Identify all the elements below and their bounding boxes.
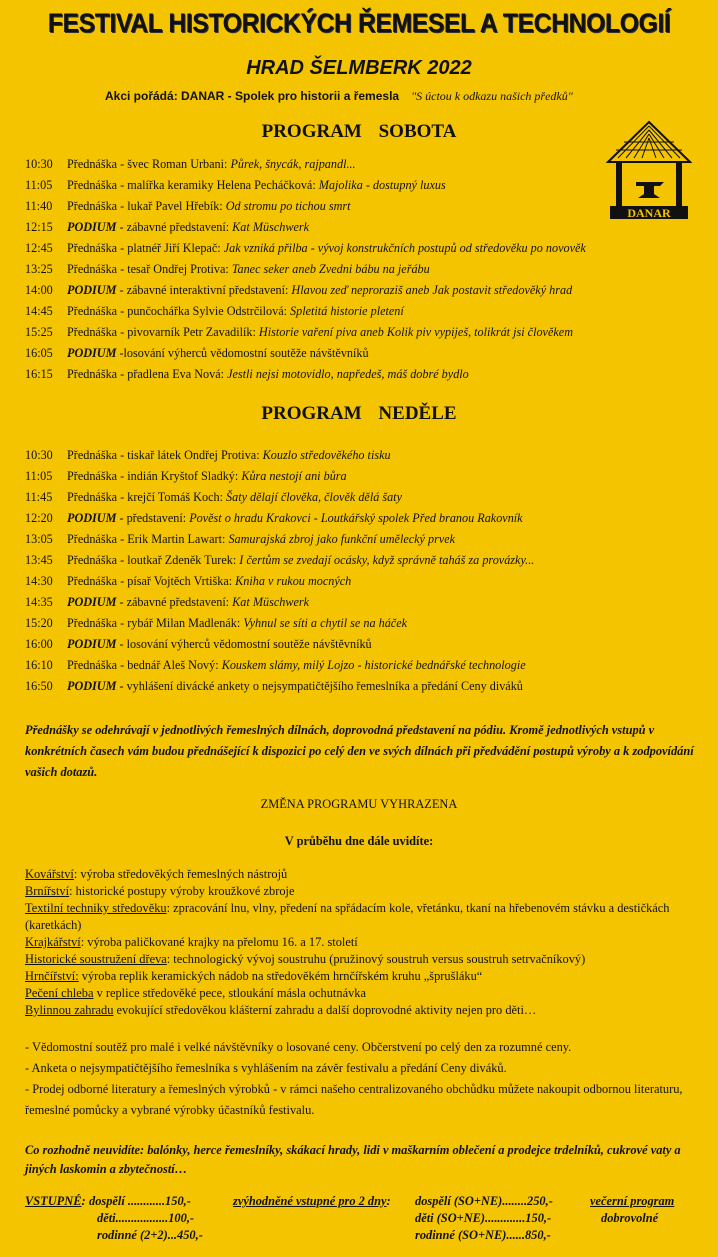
podium-label: PODIUM (67, 595, 117, 609)
schedule-speaker: Přednáška - loutkař Zdeněk Turek: (67, 553, 240, 567)
ticket-child: děti.................100,- (97, 1211, 195, 1225)
note-item: - Vědomostní soutěž pro malé i velké návštěvníky o losované ceny. Občerstvení po celý den za rozumné ceny. (25, 1040, 572, 1054)
ticket-twoday-child: děti (SO+NE).............150,- (415, 1211, 552, 1225)
podium-label: PODIUM (67, 511, 117, 525)
schedule-speaker: Přednáška - krejčí Tomáš Koch: (67, 490, 227, 504)
sunday-schedule (25, 445, 534, 697)
craft-name: Kovářství (25, 867, 74, 881)
schedule-time: 12:15 (25, 220, 53, 234)
schedule-time: 14:00 (25, 283, 53, 297)
schedule-time: 16:50 (25, 679, 53, 693)
schedule-time: 15:25 (25, 325, 53, 339)
schedule-speaker: - zábavné představení: (116, 595, 233, 609)
ticket-twoday-family: rodinné (SO+NE)......850,- (415, 1228, 551, 1242)
schedule-time: 10:30 (25, 157, 53, 171)
change-notice: ZMĚNA PROGRAMU VYHRAZENA (260, 797, 458, 811)
craft-item (25, 951, 695, 968)
schedule-title: Kat Müschwerk (232, 220, 310, 234)
schedule-title: Kouskem slámy, milý Lojzo - historické bednářské technologie (221, 658, 526, 672)
schedule-speaker: Přednáška - přadlena Eva Nová: (67, 367, 228, 381)
saturday-schedule (25, 154, 586, 385)
schedule-time: 12:20 (25, 511, 53, 525)
sunday-heading: PROGRAM NEDĚLE (261, 403, 457, 424)
schedule-speaker: Přednáška - platnéř Jiří Klepač: (67, 241, 224, 255)
schedule-speaker: Přednáška - Erik Martin Lawart: (67, 532, 229, 546)
logo-text: DANAR (627, 206, 671, 220)
festival-title: FESTIVAL HISTORICKÝCH ŘEMESEL A TECHNOLOGIÍ (47, 8, 671, 38)
ticket-label-text: VSTUPNÉ (25, 1194, 82, 1208)
craft-name: Bylinnou zahradu (25, 1003, 114, 1017)
schedule-title: Pověst o hradu Krakovci - Loutkářský spolek Před branou Rakovník (189, 511, 523, 525)
festival-subtitle: HRAD ŠELMBERK 2022 (246, 57, 472, 79)
schedule-row (25, 676, 534, 697)
podium-label: PODIUM (67, 283, 117, 297)
schedule-title: Tanec seker aneb Zvedni bábu na jeřábu (231, 262, 430, 276)
schedule-speaker: -losování výherců vědomostní soutěže návštěvníků (116, 346, 369, 360)
craft-name: Brnířství (25, 884, 70, 898)
crafts-list (25, 866, 695, 1019)
schedule-time: 10:30 (25, 448, 53, 462)
podium-label: PODIUM (67, 346, 117, 360)
podium-label: PODIUM (67, 220, 117, 234)
ticket-label (25, 1193, 86, 1210)
see-heading: V průběhu dne dále uvidíte: (284, 834, 434, 848)
schedule-title: Jestli nejsi motovidlo, napředeš, máš dobré bydlo (227, 367, 469, 381)
schedule-speaker: Přednáška - punčochářka Sylvie Odstrčilová: (67, 304, 291, 318)
organizer-text: Akci pořádá: DANAR - Spolek pro historii a řemesla (105, 89, 400, 103)
craft-item (25, 968, 695, 985)
schedule-speaker: - zábavné představení: (116, 220, 233, 234)
ticket-label-colon: : (81, 1194, 86, 1208)
schedule-row (25, 613, 534, 634)
schedule-speaker: Přednáška - písař Vojtěch Vrtiška: (67, 574, 236, 588)
schedule-time: 14:35 (25, 595, 53, 609)
podium-label: PODIUM (67, 637, 117, 651)
ticket-family: rodinné (2+2)...450,- (97, 1228, 203, 1242)
schedule-title: Hlavou zeď neproraziš aneb Jak postavit středověký hrad (291, 283, 573, 297)
schedule-row (25, 487, 534, 508)
schedule-speaker: - vyhlášení divácké ankety o nejsympatičtějšího řemeslníka a předání Ceny diváků (116, 679, 523, 693)
schedule-title: Historie vaření piva aneb Kolik piv vypiješ, tolikrát jsi člověkem (258, 325, 573, 339)
schedule-row (25, 154, 586, 175)
closing-paragraph: Co rozhodně neuvidíte: balónky, herce řemeslníky, skákací hrady, lidi v maškarním oblečení a prodejce trdelníků, cukrové vaty a jiných laskomin a zbytečností… (25, 1143, 681, 1176)
schedule-title: Spletitá historie pletení (290, 304, 404, 318)
schedule-row (25, 571, 534, 592)
schedule-row (25, 550, 534, 571)
schedule-row (25, 592, 534, 613)
schedule-speaker: Přednáška - indián Kryštof Sladký: (67, 469, 242, 483)
schedule-speaker: Přednáška - rybář Milan Madlenák: (67, 616, 244, 630)
schedule-row (25, 259, 586, 280)
schedule-speaker: Přednáška - pivovarník Petr Zavadilík: (67, 325, 259, 339)
schedule-time: 11:45 (25, 490, 53, 504)
schedule-title: Kniha v rukou mocných (235, 574, 352, 588)
schedule-time: 13:05 (25, 532, 53, 546)
schedule-title: Kat Müschwerk (232, 595, 310, 609)
schedule-title: Samurajská zbroj jako funkční umělecký prvek (228, 532, 456, 546)
note-item: - Anketa o nejsympatičtějšího řemeslníka s vyhlášením na závěr festivalu a předání Ceny diváků. (25, 1061, 507, 1075)
schedule-row (25, 466, 534, 487)
saturday-heading: PROGRAM SOBOTA (261, 121, 457, 142)
schedule-row (25, 280, 586, 301)
craft-name: Historické soustružení dřeva (25, 952, 167, 966)
ticket-evening-label: večerní program (590, 1194, 675, 1208)
schedule-time: 12:45 (25, 241, 53, 255)
schedule-speaker: Přednáška - malířka keramiky Helena Pecháčková: (67, 178, 319, 192)
craft-item (25, 985, 695, 1002)
craft-description: evokující středověkou klášterní zahradu a další doprovodné aktivity nejen pro děti… (113, 1003, 537, 1017)
craft-description: výroba replik keramických nádob na středověkém hrnčířském kruhu „šprušláku“ (78, 969, 483, 983)
schedule-speaker: Přednáška - švec Roman Urbani: (67, 157, 231, 171)
schedule-title: Šaty dělají člověka, člověk dělá šaty (226, 490, 402, 504)
schedule-time: 16:05 (25, 346, 53, 360)
schedule-row (25, 655, 534, 676)
schedule-time: 16:15 (25, 367, 53, 381)
schedule-row (25, 301, 586, 322)
schedule-time: 15:20 (25, 616, 53, 630)
craft-item (25, 900, 695, 934)
craft-description: : historické postupy výroby kroužkové zbroje (69, 884, 295, 898)
schedule-row (25, 445, 534, 466)
craft-description: v replice středověké pece, stloukání másla ochutnávka (93, 986, 366, 1000)
ticket-twoday-label (233, 1193, 391, 1210)
craft-item (25, 934, 695, 951)
schedule-time: 13:25 (25, 262, 53, 276)
craft-name: Hrnčířství: (25, 969, 79, 983)
craft-item (25, 866, 695, 883)
notes-list (25, 1037, 695, 1121)
craft-description: : výroba paličkované krajky na přelomu 16. a 17. století (80, 935, 358, 949)
schedule-row (25, 508, 534, 529)
schedule-title: Od stromu po tichou smrt (225, 199, 351, 213)
schedule-title: I čertům se zvedají ocásky, když správně taháš za provázky... (239, 553, 535, 567)
schedule-speaker: - představení: (116, 511, 190, 525)
schedule-time: 16:10 (25, 658, 53, 672)
schedule-speaker: - zábavné interaktivní představení: (116, 283, 292, 297)
craft-description: : zpracování lnu, vlny, předení na spřádacím kole, vřetánku, tkaní na hřebenovém stávku a destičkách (karetkách) (25, 901, 670, 932)
craft-description: : výroba středověkých řemeslných nástrojů (73, 867, 288, 881)
schedule-speaker: Přednáška - tiskař látek Ondřej Protiva: (67, 448, 263, 462)
podium-label: PODIUM (67, 679, 117, 693)
schedule-time: 14:30 (25, 574, 53, 588)
schedule-speaker: Přednáška - tesař Ondřej Protiva: (67, 262, 232, 276)
schedule-time: 11:05 (25, 469, 53, 483)
craft-name: Textilní techniky středověku (25, 901, 167, 915)
craft-name: Pečení chleba (25, 986, 94, 1000)
schedule-time: 11:05 (25, 178, 53, 192)
ticket-twoday-adult: dospělí (SO+NE)........250,- (415, 1194, 553, 1208)
schedule-row (25, 217, 586, 238)
schedule-row (25, 175, 586, 196)
schedule-row (25, 322, 586, 343)
ticket-twoday-prices (415, 1193, 553, 1244)
ticket-evening-value: dobrovolné (601, 1211, 659, 1225)
schedule-title: Jak vzniká přilba - vývoj konstrukčních postupů od středověku po novověk (223, 241, 586, 255)
ticket-adult: dospělí ............150,- (89, 1194, 191, 1208)
craft-description: : technologický vývoj soustruhu (pružinový soustruh versus soustruh setrvačníkový) (166, 952, 586, 966)
schedule-row (25, 343, 586, 364)
schedule-row (25, 634, 534, 655)
ticket-evening (590, 1193, 674, 1227)
schedule-title: Vyhnul se síti a chytil se na háček (243, 616, 408, 630)
schedule-title: Půrek, šnycák, rajpandl... (230, 157, 356, 171)
schedule-row (25, 238, 586, 259)
schedule-speaker: - losování výherců vědomostní soutěže návštěvníků (116, 637, 372, 651)
ticket-twoday-label-text: zvýhodněné vstupné pro 2 dny (233, 1194, 387, 1208)
motto-text: "S úctou k odkazu našich předků" (411, 89, 573, 103)
schedule-speaker: Přednáška - bednář Aleš Nový: (67, 658, 222, 672)
organizer-line (105, 89, 573, 104)
craft-item (25, 1002, 695, 1019)
schedule-title: Majolika - dostupný luxus (318, 178, 446, 192)
note-item: - Prodej odborné literatury a řemeslných výrobků - v rámci našeho centralizovaného obchůdku můžete nakoupit odbornou literaturu, řemeslné pomůcky a vybrané výrobky účastníků festivalu. (25, 1082, 683, 1117)
schedule-title: Kouzlo středověkého tisku (262, 448, 391, 462)
schedule-row (25, 364, 586, 385)
craft-name: Krajkářství (25, 935, 81, 949)
schedule-time: 13:45 (25, 553, 53, 567)
ticket-single-prices (89, 1193, 203, 1244)
schedule-speaker: Přednáška - lukař Pavel Hřebík: (67, 199, 226, 213)
schedule-time: 16:00 (25, 637, 53, 651)
intro-paragraph: Přednášky se odehrávají v jednotlivých řemeslných dílnách, doprovodná představení na pódiu. Kromě jednotlivých vstupů v konkrétních časech vám budou přednášející k dispozici po celý den ve svých dílnách při předvádění postupů výroby a k zodpovídání vašich dotazů. (25, 723, 694, 779)
craft-item (25, 883, 695, 900)
schedule-time: 11:40 (25, 199, 53, 213)
ticket-twoday-colon: : (386, 1194, 391, 1208)
schedule-row (25, 196, 586, 217)
schedule-time: 14:45 (25, 304, 53, 318)
schedule-title: Kůra nestojí ani bůra (241, 469, 347, 483)
schedule-row (25, 529, 534, 550)
